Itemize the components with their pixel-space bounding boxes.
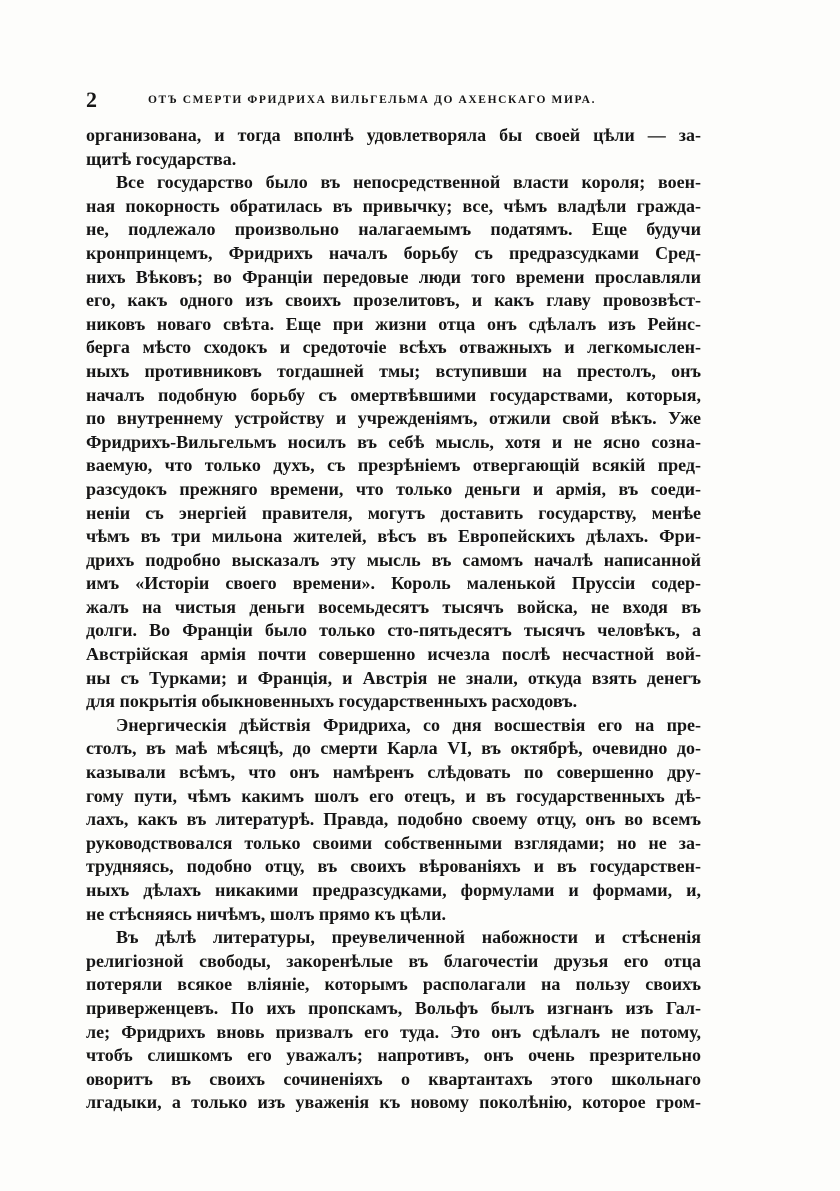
text-line: Энергическія дѣйствія Фридриха, со дня восшествія его на пре- (116, 714, 701, 735)
text-line: Все государство было въ непосредственной власти короля; воен- (116, 172, 701, 193)
text-line: по внутреннему устройству и учрежденіямъ, отжили свой вѣкъ. Уже (86, 408, 701, 429)
text-line: лахъ, какъ въ литературѣ. Правда, подобно своему отцу, онъ во всемъ (86, 809, 701, 830)
text-line: никовъ новаго свѣта. Еще при жизни отца онъ сдѣлалъ изъ Рейнс- (86, 313, 701, 334)
text-line: приверженцевъ. По ихъ пропскамъ, Вольфъ былъ изгнанъ изъ Гал- (86, 997, 701, 1018)
page-header (86, 88, 696, 112)
text-line: началъ подобную борьбу съ омертвѣвшими государствами, которыя, (86, 384, 701, 405)
text-line: не, подлежало произвольно налагаемымъ податямъ. Еще будучи (86, 219, 701, 240)
text-line: чтобъ слишкомъ его уважалъ; напротивъ, онъ очень презрительно (86, 1045, 701, 1066)
body-text (86, 124, 701, 1115)
text-line: долги. Во Франціи было только сто-пятьдесятъ тысячъ человѣкъ, а (86, 620, 701, 641)
text-line: жалъ на чистыя деньги восемьдесятъ тысячъ войска, не входя въ (86, 596, 701, 617)
text-line: ваемую, что только духъ, съ презрѣніемъ отвергающій всякій пред- (86, 455, 701, 476)
text-line: столъ, въ маѣ мѣсяцѣ, до смерти Карла VI, въ октябрѣ, очевидно до- (86, 738, 701, 759)
text-line: кронпринцемъ, Фридрихъ началъ борьбу съ предразсудками Сред- (86, 242, 701, 263)
text-line: потеряли всякое вліяніе, которымъ располагали на пользу своихъ (86, 974, 701, 995)
text-line: Фридрихъ-Вильгельмъ носилъ въ себѣ мысль, хотя и не ясно созна- (86, 431, 701, 452)
text-line: неніи съ энергіей правителя, могутъ доставить государству, менѣе (86, 502, 701, 523)
text-line: гому пути, чѣмъ какимъ шолъ его отецъ, и въ государственныхъ дѣ- (86, 785, 701, 806)
text-line: лгадыки, а только изъ уваженія къ новому поколѣнію, которое гром- (86, 1092, 701, 1113)
text-line: для покрытія обыкновенныхъ государственныхъ расходовъ. (86, 691, 578, 712)
text-line: ная покорность обратилась въ привычку; все, чѣмъ владѣли гражда- (86, 195, 701, 216)
text-line: ле; Фридрихъ вновь призвалъ его туда. Это онъ сдѣлалъ не потому, (86, 1021, 701, 1042)
text-line: щитѣ государства. (86, 148, 237, 169)
text-line: Въ дѣлѣ литературы, преувеличенной набожности и стѣсненія (116, 927, 701, 948)
text-line: оворитъ въ своихъ сочиненіяхъ о квартантахъ этого школьнаго (86, 1068, 701, 1089)
text-line: ныхъ противниковъ тогдашней тмы; вступивши на престолъ, онъ (86, 360, 701, 381)
text-line: руководствовался только своими собственными взглядами; но не за- (86, 832, 701, 853)
text-line: чѣмъ въ три мильона жителей, вѣсъ въ Европейскихъ дѣлахъ. Фри- (86, 526, 701, 547)
text-line: ныхъ дѣлахъ никакими предразсудками, формулами и формами, и, (86, 880, 701, 900)
text-line: казывали всѣмъ, что онъ намѣренъ слѣдовать по совершенно дру- (86, 762, 701, 783)
text-line: ны съ Турками; и Франція, и Австрія не знали, откуда взять денегъ (86, 667, 701, 688)
page-number: 2 (86, 87, 97, 112)
text-line: нихъ Вѣковъ; во Франціи передовые люди того времени прославляли (86, 266, 701, 287)
text-line: имъ «Исторіи своего времени». Король маленькой Пруссіи содер- (86, 573, 701, 594)
text-line: не стѣсняясь ничѣмъ, шолъ прямо къ цѣли. (86, 903, 446, 924)
running-head: ОТЪ СМЕРТИ ФРИДРИХА ВИЛЬГЕЛЬМА ДО АХЕНСКАГО МИРА. (148, 94, 597, 106)
text-line: трудняясь, подобно отцу, въ своихъ вѣрованіяхъ и въ государствен- (86, 856, 701, 877)
text-line: дрихъ подробно высказалъ эту мысль въ самомъ началѣ написанной (86, 549, 701, 570)
text-line: религіозной свободы, закоренѣлые въ благочестіи друзья его отца (86, 950, 701, 971)
text-line: организована, и тогда вполнѣ удовлетворяла бы своей цѣли — за- (86, 125, 701, 145)
text-line: его, какъ одного изъ своихъ прозелитовъ, и какъ главу провозвѣст- (86, 290, 701, 311)
text-line: Австрійская армія почти совершенно исчезла послѣ несчастной вой- (86, 644, 701, 665)
text-line: берга мѣсто сходокъ и средоточіе всѣхъ отважныхъ и легкомыслен- (86, 337, 701, 358)
text-line: разсудокъ прежняго времени, что только деньги и армія, въ соеди- (86, 478, 701, 499)
